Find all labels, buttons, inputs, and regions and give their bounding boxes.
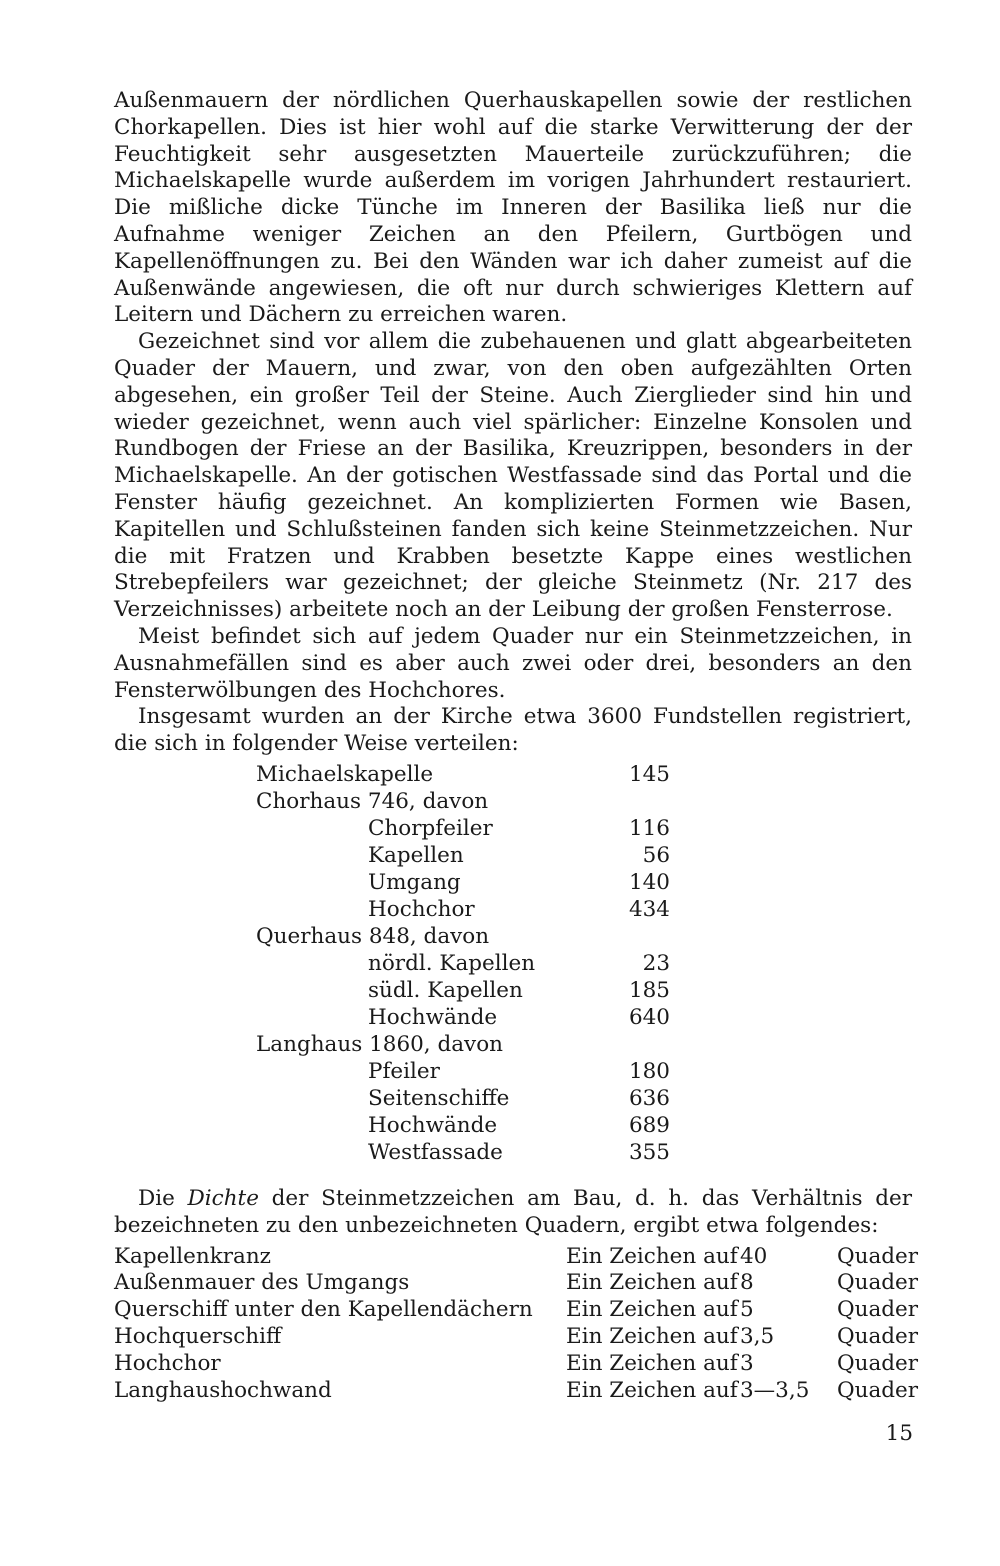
table-row — [114, 1086, 914, 1113]
row-value: 636 — [628, 1085, 670, 1111]
table-row — [114, 789, 914, 816]
row-label: Westfassade — [368, 1139, 503, 1165]
table-row — [114, 1270, 919, 1297]
row-label: nördl. Kapellen — [368, 950, 536, 976]
row-value: 56 — [642, 842, 670, 868]
table-row — [114, 762, 914, 789]
table-row — [114, 843, 914, 870]
table-row — [114, 1032, 914, 1059]
row-value: 116 — [628, 815, 670, 841]
ratio-value: 8 — [740, 1270, 754, 1296]
row-label: Außenmauer des Umgangs — [114, 1270, 410, 1296]
ratio-prefix: Ein Zeichen auf — [566, 1270, 738, 1296]
ratio-unit: Quader — [837, 1350, 919, 1376]
ratio-prefix: Ein Zeichen auf — [566, 1377, 738, 1403]
table-row — [114, 1140, 914, 1167]
ratio-value: 3 — [740, 1350, 754, 1376]
row-label: Seitenschiffe — [368, 1085, 510, 1111]
ratio-unit: Quader — [837, 1377, 919, 1403]
ratio-prefix: Ein Zeichen auf — [566, 1243, 738, 1269]
row-label: Chorhaus 746, davon — [256, 788, 489, 814]
ratio-unit: Quader — [837, 1323, 919, 1349]
row-label: Pfeiler — [368, 1058, 440, 1084]
table-row — [114, 816, 914, 843]
row-label: Hochchor — [368, 896, 475, 922]
paragraph: Meist befindet sich auf jedem Quader nur ein Steinmetzzeichen, in Ausnahmefällen sind es aber auch zwei oder drei, besonders an den Fensterwölbungen des Hochchores. — [114, 623, 912, 703]
row-label: Umgang — [368, 869, 461, 895]
table-row — [114, 1113, 914, 1140]
ratio-value: 5 — [740, 1297, 754, 1323]
ratio-prefix: Ein Zeichen auf — [566, 1297, 738, 1323]
density-term: Dichte — [187, 1185, 259, 1211]
row-label: Michaelskapelle — [256, 761, 434, 787]
row-value: 180 — [628, 1058, 670, 1084]
row-label: Langhaus 1860, davon — [256, 1031, 503, 1057]
row-label: Querschiff unter den Kapellendächern — [114, 1297, 533, 1323]
row-label: Hochwände — [368, 1004, 498, 1030]
row-value: 434 — [628, 896, 670, 922]
table-row — [114, 1297, 919, 1324]
row-value: 640 — [628, 1004, 670, 1030]
table-row — [114, 1005, 914, 1032]
density-intro-start: Die — [138, 1185, 188, 1211]
paragraph: Insgesamt wurden an der Kirche etwa 3600 Fundstellen registriert, die sich in folgender Weise verteilen: — [114, 704, 912, 757]
findings-table — [114, 758, 912, 1186]
density-intro-paragraph — [114, 1186, 912, 1240]
row-label: Hochchor — [114, 1350, 221, 1376]
ratio-unit: Quader — [837, 1297, 919, 1323]
row-label: Hochquerschiff — [114, 1323, 282, 1349]
table-row — [114, 1350, 919, 1378]
ratio-value: 40 — [740, 1243, 768, 1269]
row-label: Langhaushochwand — [114, 1377, 332, 1403]
paragraph: Außenmauern der nördlichen Querhauskapellen sowie der restlichen Chorkapellen. Dies ist hier wohl auf die starke Verwitterung der der Feuchtigkeit sehr ausgesetzten Mauerteile zurückzuführen; die Michaelskapelle wurde außerdem im vorigen Jahrhundert restauriert. Die mißliche dicke Tünche im Inneren der Basilika ließ nur die Aufnahme weniger Zeichen an den Pfeilern, Gurtbögen und Kapellenöffnungen zu. Bei den Wänden war ich daher zumeist auf die Außenwände angewiesen, die oft nur durch schwieriges Klettern auf Leitern und Dächern zu erreichen waren. — [114, 88, 912, 328]
table-row — [114, 978, 914, 1005]
table-row — [114, 870, 914, 897]
row-label: Querhaus 848, davon — [256, 923, 490, 949]
paragraph: Gezeichnet sind vor allem die zubehauenen und glatt abgearbeiteten Quader der Mauern, und zwar, von den oben aufgezählten Orten abgesehen, ein großer Teil der Steine. Auch Zierglieder sind hin und wieder gezeichnet, wenn auch viel spärlicher: Einzelne Konsolen und Rundbogen der Friese an der Basilika, Kreuzrippen, besonders in der Michaelskapelle. An der gotischen Westfassade sind das Portal und die Fenster häufig gezeichnet. An komplizierten Formen wie Basen, Kapitellen und Schlußsteinen fanden sich keine Steinmetzzeichen. Nur die mit Fratzen und Krabben besetzte Kappe eines westlichen Strebepfeilers war gezeichnet; der gleiche Steinmetz (Nr. 217 des Verzeichnisses) arbeitete noch an der Leibung der großen Fensterrose. — [114, 329, 912, 623]
row-value: 23 — [642, 950, 670, 976]
row-value: 355 — [628, 1139, 670, 1165]
table-row — [114, 924, 914, 951]
row-label: Kapellenkranz — [114, 1243, 271, 1269]
row-label: Chorpfeiler — [368, 815, 493, 841]
table-row — [114, 951, 914, 978]
table-row — [114, 1323, 919, 1351]
ratio-value: 3—3,5 — [740, 1377, 810, 1403]
row-value: 185 — [628, 977, 670, 1003]
ratio-prefix: Ein Zeichen auf — [566, 1350, 738, 1376]
table-row — [114, 897, 914, 924]
ratio-value: 3,5 — [740, 1323, 775, 1349]
ratio-unit: Quader — [837, 1270, 919, 1296]
density-intro-rest: der Steinmetzzeichen am Bau, d. h. das Verhältnis der bezeichneten zu den unbezeichneten Quadern, ergibt etwa folgendes: — [114, 1185, 912, 1238]
row-value: 145 — [628, 761, 670, 787]
ratio-unit: Quader — [837, 1243, 919, 1269]
row-label: Kapellen — [368, 842, 464, 868]
table-row — [114, 1377, 919, 1405]
ratio-prefix: Ein Zeichen auf — [566, 1323, 738, 1349]
row-value: 140 — [628, 869, 670, 895]
row-label: südl. Kapellen — [368, 977, 523, 1003]
page-body — [114, 88, 919, 1404]
row-value: 689 — [628, 1112, 670, 1138]
page-number: 15 — [885, 1421, 913, 1446]
table-row — [114, 1243, 919, 1271]
row-label: Hochwände — [368, 1112, 498, 1138]
table-row — [114, 1059, 914, 1086]
density-table — [114, 1243, 919, 1405]
